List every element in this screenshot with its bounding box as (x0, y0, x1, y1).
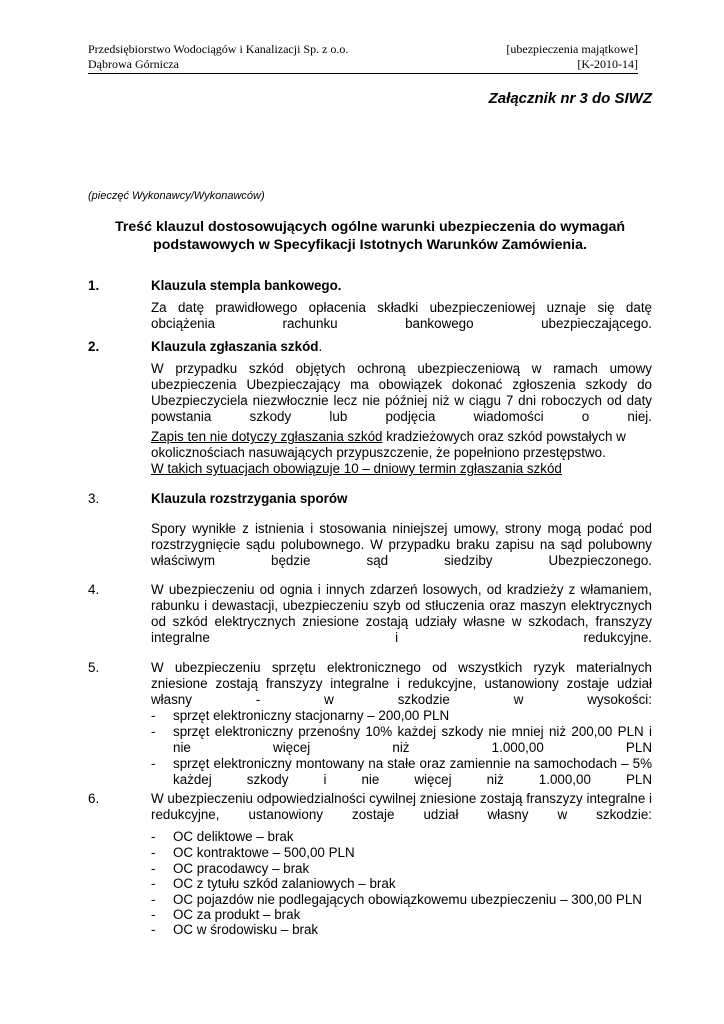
header-left (88, 42, 348, 72)
company-name: Przedsiębiorstwo Wodociągów i Kanalizacji Sp. z o.o. (88, 42, 349, 56)
annex-label: Załącznik nr 3 do SIWZ (488, 90, 652, 107)
section-4-number: 4. (88, 582, 100, 597)
section-5-item (151, 708, 652, 724)
section-5-item-text: sprzęt elektroniczny stacjonarny – 200,00 PLN (173, 708, 450, 723)
title-line-1: Treść klauzul dostosowujących ogólne warunki ubezpieczenia do wymagań (114, 219, 626, 235)
section-5-item-text: sprzęt elektroniczny montowany na stałe oraz zamiennie na samochodach – 5% każdej szkody i nie więcej niż 1.000,00 PLN (173, 756, 652, 787)
bullet-dash: - (151, 829, 156, 844)
bullet-dash: - (151, 892, 156, 907)
reference-number: [K-2010-14] (577, 57, 638, 71)
section-3-heading: Klauzula rozstrzygania sporów (151, 491, 348, 506)
section-5-text: W ubezpieczeniu sprzętu elektronicznego od wszystkich ryzyk materialnych zniesione zostają franszyzy integralne i redukcyjne, ustanowiony zostaje udział własny - w szkodzie w wysokości: (151, 660, 652, 707)
section-2-note-rest: kradzieżowych oraz szkód powstałych w okolicznościach nasuwających przypuszczenie, że popełniono przestępstwo. (151, 429, 626, 460)
section-6-item-text: OC deliktowe – brak (173, 829, 294, 844)
section-1-text: Za datę prawidłowego opłacenia składki ubezpieczeniowej uznaje się datę obciążenia rachunku bankowego ubezpieczającego. (151, 300, 652, 331)
header-right (506, 42, 638, 72)
section-1-number: 1. (88, 278, 100, 293)
bullet-dash: - (151, 724, 156, 739)
bullet-dash: - (151, 861, 156, 876)
company-city: Dąbrowa Górnicza (88, 57, 179, 71)
section-6-item-text: OC w środowisku – brak (173, 922, 319, 937)
bullet-dash: - (151, 708, 156, 723)
section-6-item-text: OC za produkt – brak (173, 907, 301, 922)
section-6-item (151, 907, 652, 923)
section-2-note-underlined: Zapis ten nie dotyczy zgłaszania szkód (151, 429, 383, 444)
section-6-item (151, 876, 652, 892)
section-6-item-text: OC pracodawcy – brak (173, 861, 310, 876)
section-6-number: 6. (88, 791, 100, 806)
section-6-text: W ubezpieczeniu odpowiedzialności cywilnej zniesione zostają franszyzy integralne i redukcyjne, ustanowiony zostaje udział własny w szkodzie: (151, 791, 652, 822)
header-divider (88, 73, 638, 74)
section-3-text: Spory wynikłe z istnienia i stosowania niniejszej umowy, strony mogą podać pod rozstrzygnięcie sądu polubownego. W przypadku braku zapisu na sąd polubowny właściwym będzie sąd siedziby Ubezpieczonego. (151, 521, 652, 568)
section-3-number: 3. (88, 491, 100, 506)
subject-tag: [ubezpieczenia majątkowe] (506, 42, 638, 56)
bullet-dash: - (151, 845, 156, 860)
section-6-item-text: OC kontraktowe – 500,00 PLN (173, 845, 355, 860)
section-6-item-text: OC z tytułu szkód zalaniowych – brak (173, 876, 396, 891)
section-5-item-text: sprzęt elektroniczny przenośny 10% każdej szkody nie mniej niż 200,00 PLN i nie więcej niż 1.000,00 PLN (173, 724, 652, 755)
bullet-dash: - (151, 907, 156, 922)
bullet-dash: - (151, 876, 156, 891)
section-4-text: W ubezpieczeniu od ognia i innych zdarzeń losowych, od kradzieży z włamaniem, rabunku i dewastacji, ubezpieczeniu szyb od stłuczenia oraz maszyn elektrycznych od szkód elektrycznych zniesione zostają udziały własne w szkodach, franszyzy integralne i redukcyjne. (151, 582, 652, 645)
section-2-heading-text: Klauzula zgłaszania szkód (151, 339, 319, 354)
section-2-heading (151, 339, 652, 355)
bullet-dash: - (151, 922, 156, 937)
section-1-heading: Klauzula stempla bankowego. (151, 278, 342, 293)
section-2-heading-dot: . (318, 339, 323, 354)
title-line-2: podstawowych w Specyfikacji Istotnych Warunków Zamówienia. (153, 237, 587, 253)
document-title (88, 218, 652, 254)
bullet-dash: - (151, 756, 156, 771)
section-6-item (151, 845, 652, 861)
section-6-item-text: OC pojazdów nie podlegających obowiązkowemu ubezpieczeniu – 300,00 PLN (173, 892, 642, 907)
section-6-item (151, 892, 652, 908)
section-6-item (151, 861, 652, 877)
section-6-item (151, 922, 652, 938)
section-6-item (151, 829, 652, 845)
section-2-term: W takich sytuacjach obowiązuje 10 – dniowy termin zgłaszania szkód (151, 461, 562, 476)
section-2-note (151, 429, 652, 477)
section-2-number: 2. (88, 339, 100, 354)
section-5-number: 5. (88, 660, 100, 675)
contractor-stamp-label: (pieczęć Wykonawcy/Wykonawców) (88, 190, 265, 202)
section-2-text: W przypadku szkód objętych ochroną ubezpieczeniową w ramach umowy ubezpieczenia Ubezpieczający ma obowiązek dokonać zgłoszenia szkody do Ubezpieczyciela niezwłocznie lecz nie później niż w ciągu 7 dni roboczych od daty powstania szkody lub podjęcia wiadomości o niej. (151, 361, 652, 424)
